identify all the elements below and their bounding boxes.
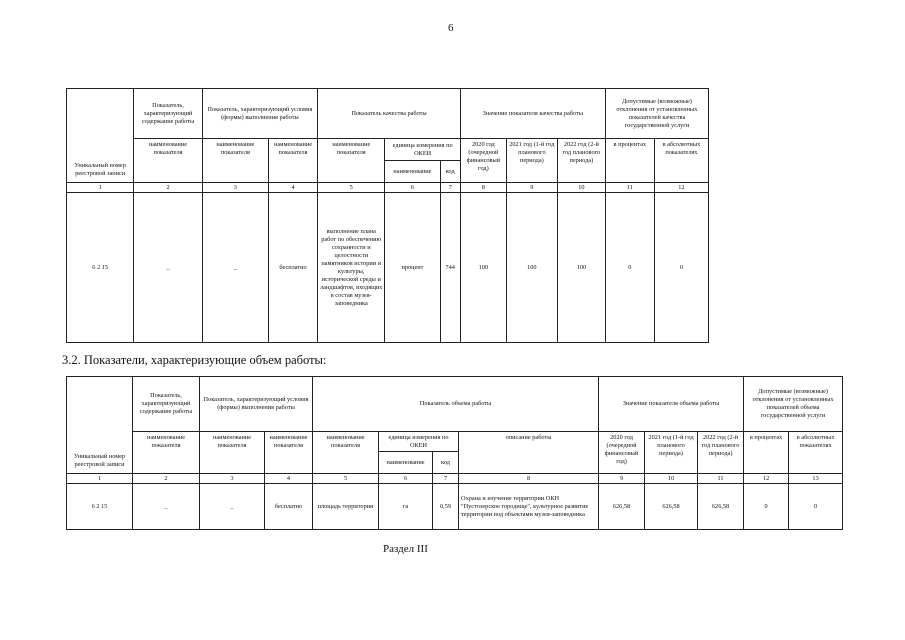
header-indicator-name: наименование показателя	[202, 139, 268, 183]
content-value: _	[134, 193, 202, 343]
registry-number: 6 2 15	[67, 193, 134, 343]
header-year-2020: 2020 год (очередной финансовый год)	[599, 432, 645, 474]
deviation-percent-value: 0	[605, 193, 654, 343]
header-year-2021: 2021 год (1-й год планового периода)	[645, 432, 698, 474]
header-indicator-name: наименование показателя	[134, 139, 202, 183]
header-conditions-indicator: Показатель, характеризующий условия (формы) выполнения работы	[202, 89, 317, 139]
year-2021-value: 100	[506, 193, 557, 343]
header-content-indicator: Показатель, характеризующий содержание работы	[134, 89, 202, 139]
column-number: 1	[67, 474, 133, 484]
column-number: 9	[599, 474, 645, 484]
year-2020-value: 626,58	[599, 484, 645, 530]
header-unit-code: код	[440, 161, 460, 183]
header-unit-okei: единица измерения по ОКЕИ	[385, 139, 461, 161]
indicator-value: выполнение плана работ по обеспечению сохранности и целостности памятников истории и культуры, исторической среды и ландшафтов, входящих в состав музея-заповедника	[318, 193, 385, 343]
header-unit-code: код	[433, 452, 459, 474]
header-unit-name: наименование	[379, 452, 433, 474]
header-indicator-name: наименование показателя	[318, 139, 385, 183]
column-number: 7	[440, 183, 460, 193]
conditions-value: бесплатно	[265, 484, 313, 530]
column-number: 11	[605, 183, 654, 193]
year-2020-value: 100	[460, 193, 506, 343]
column-number: 12	[654, 183, 708, 193]
header-year-2020: 2020 год (очередной финансовый год)	[460, 139, 506, 183]
section-footer: Раздел III	[383, 543, 428, 555]
work-description-value: Охрана и изучение территории ОКН "Пустозерское городище", культурное развитие территории под объектами музея-заповедника	[459, 484, 599, 530]
header-year-2021: 2021 год (1-й год планового периода)	[506, 139, 557, 183]
page-number: 6	[448, 22, 454, 34]
column-number: 6	[385, 183, 440, 193]
unit-code-value: 744	[440, 193, 460, 343]
column-number: 2	[133, 474, 200, 484]
column-number: 6	[379, 474, 433, 484]
unit-name-value: га	[379, 484, 433, 530]
column-number: 4	[265, 474, 313, 484]
column-number: 10	[557, 183, 605, 193]
header-unique-number: Уникальный номер реестровой записи	[67, 89, 134, 183]
header-in-percent: в процентах	[744, 432, 789, 474]
registry-number: 6 2 15	[67, 484, 133, 530]
header-indicator-name: наименование показателя	[133, 432, 200, 474]
header-in-absolute: в абсолютных показателях	[654, 139, 708, 183]
column-number: 13	[789, 474, 843, 484]
header-work-description: описание работы	[459, 432, 599, 474]
column-number: 4	[269, 183, 318, 193]
column-numbers-row	[67, 474, 843, 484]
column-number: 9	[506, 183, 557, 193]
conditions-value: бесплатно	[269, 193, 318, 343]
unit-name-value: процент	[385, 193, 440, 343]
deviation-absolute-value: 0	[654, 193, 708, 343]
header-unique-number: Уникальный номер реестровой записи	[67, 377, 133, 474]
column-number: 1	[67, 183, 134, 193]
column-number: 2	[134, 183, 202, 193]
header-year-2022: 2022 год (2-й год планового периода)	[557, 139, 605, 183]
column-number: 3	[200, 474, 265, 484]
column-numbers-row	[67, 183, 709, 193]
conditions-value: _	[200, 484, 265, 530]
column-number: 8	[460, 183, 506, 193]
header-in-percent: в процентах	[605, 139, 654, 183]
quality-indicators-table	[66, 88, 709, 343]
column-number: 10	[645, 474, 698, 484]
conditions-value: _	[202, 193, 268, 343]
volume-indicators-table	[66, 376, 843, 530]
header-indicator-name: наименование показателя	[269, 139, 318, 183]
header-indicator-name: наименование показателя	[265, 432, 313, 474]
header-deviation: Допустимые (возможные) отклонения от установленных показателей качества государственной услуги	[605, 89, 708, 139]
indicator-value: площадь территории	[313, 484, 379, 530]
header-indicator-name: наименование показателя	[200, 432, 265, 474]
header-quality-indicator: Показатель качества работы	[318, 89, 461, 139]
section-title: 3.2. Показатели, характеризующие объем работы:	[62, 353, 327, 367]
header-unit-okei: единица измерения по ОКЕИ	[379, 432, 459, 452]
header-conditions-indicator: Показатель, характеризующий условия (формы) выполнения работы	[200, 377, 313, 432]
deviation-absolute-value: 0	[789, 484, 843, 530]
header-volume-indicator: Показатель объема работы	[313, 377, 599, 432]
year-2022-value: 626,58	[698, 484, 744, 530]
header-unit-name: наименование	[385, 161, 440, 183]
content-value: _	[133, 484, 200, 530]
header-in-absolute: в абсолютных показателях	[789, 432, 843, 474]
column-number: 7	[433, 474, 459, 484]
year-2022-value: 100	[557, 193, 605, 343]
header-content-indicator: Показатель, характеризующий содержание работы	[133, 377, 200, 432]
header-indicator-name: наименование показателя	[313, 432, 379, 474]
column-number: 5	[313, 474, 379, 484]
deviation-percent-value: 0	[744, 484, 789, 530]
column-number: 5	[318, 183, 385, 193]
table-row	[67, 193, 709, 343]
column-number: 3	[202, 183, 268, 193]
header-volume-value: Значение показателя объема работы	[599, 377, 744, 432]
table-row	[67, 484, 843, 530]
header-deviation: Допустимые (возможные) отклонения от установленных показателей объема государственной услуги	[744, 377, 843, 432]
header-year-2022: 2022 год (2-й год планового периода)	[698, 432, 744, 474]
column-number: 8	[459, 474, 599, 484]
header-quality-value: Значение показателя качества работы	[460, 89, 605, 139]
column-number: 12	[744, 474, 789, 484]
column-number: 11	[698, 474, 744, 484]
unit-code-value: 0,59	[433, 484, 459, 530]
year-2021-value: 626,58	[645, 484, 698, 530]
